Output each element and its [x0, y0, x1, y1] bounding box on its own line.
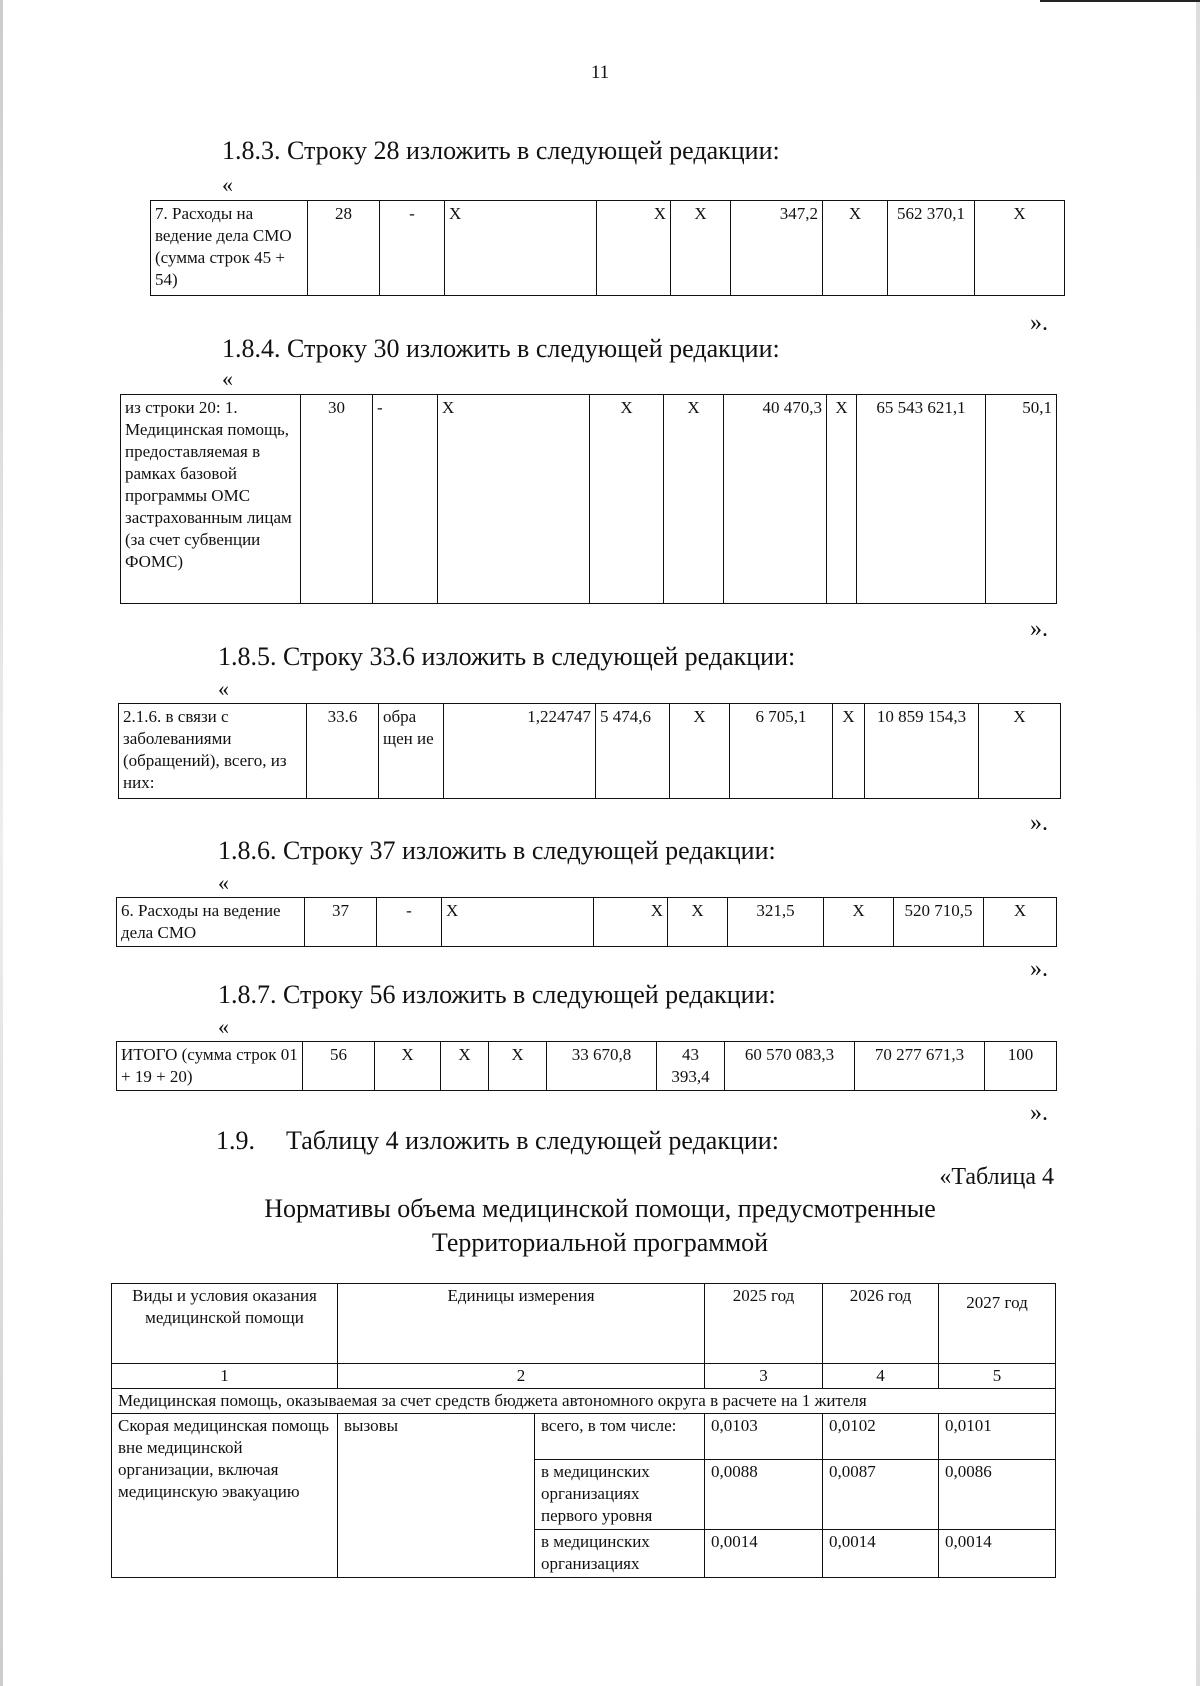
col-number: 3: [705, 1364, 823, 1389]
row-cell: Х: [824, 898, 894, 947]
row-cell: 100: [985, 1042, 1057, 1091]
row-cell: 10 859 154,3: [865, 704, 979, 799]
row-cell: Х: [671, 201, 731, 296]
value-2025: 0,0014: [705, 1530, 823, 1578]
row-cell: Х: [668, 898, 728, 947]
row-label: 2.1.6. в связи с заболеваниями (обращений), всего, из них:: [119, 704, 307, 799]
close-quote: ».: [1030, 810, 1048, 836]
section-heading: 1.8.5. Строку 33.6 изложить в следующей редакции:: [218, 642, 796, 671]
row-cell: Х: [664, 395, 724, 604]
page-number: 11: [590, 62, 610, 83]
value-2025: 0,0088: [705, 1460, 823, 1530]
open-quote: «: [218, 1014, 229, 1039]
table-4: [111, 1283, 1056, 1578]
care-kind-cell: Скорая медицинская помощь вне медицинской организации, включая медицинскую эвакуацию: [112, 1414, 338, 1578]
open-quote: «: [218, 870, 229, 895]
row-cell: обра щен ие: [379, 704, 444, 799]
row-cell: Х: [442, 898, 594, 947]
section-number: 1.9.: [216, 1126, 255, 1155]
row-cell: -: [377, 898, 442, 947]
group-row: Медицинская помощь, оказываемая за счет средств бюджета автономного округа в расчете на 1 жителя: [112, 1389, 1056, 1414]
row-cell: Х: [594, 898, 668, 947]
row-label: 7. Расходы на ведение дела СМО (сумма строк 45 + 54): [151, 201, 308, 296]
header-cell: 2026 год: [823, 1284, 939, 1364]
col-number: 4: [823, 1364, 939, 1389]
table-label: «Таблица 4: [939, 1164, 1054, 1190]
row-cell: 60 570 083,3: [725, 1042, 855, 1091]
row-cell: Х: [375, 1042, 441, 1091]
section-heading: 1.8.6. Строку 37 изложить в следующей редакции:: [218, 836, 776, 865]
header-cell: 2027 год: [939, 1284, 1056, 1364]
value-2027: 0,0101: [939, 1414, 1056, 1460]
row-cell: Х: [441, 1042, 489, 1091]
row-cell: -: [380, 201, 445, 296]
row-cell: 1,224747: [444, 704, 596, 799]
row-cell: 562 370,1: [888, 201, 975, 296]
value-2027: 0,0014: [939, 1530, 1056, 1578]
row-cell: -: [373, 395, 438, 604]
row-cell: 520 710,5: [894, 898, 984, 947]
section-heading: 1.8.4. Строку 30 изложить в следующей редакции:: [222, 334, 780, 363]
row-cell: Х: [438, 395, 590, 604]
row-number: 30: [301, 395, 373, 604]
row-cell: 65 543 621,1: [857, 395, 986, 604]
row-label: из строки 20: 1. Медицинская помощь, предоставляемая в рамках базовой программы ОМС застрахованным лицам (за счет субвенции ФОМС): [121, 395, 301, 604]
sub-label: в медицинских организациях первого уровня: [535, 1460, 705, 1530]
amend-row-37: [116, 897, 1057, 947]
amend-row-33-6: [118, 703, 1061, 799]
open-quote: «: [222, 172, 233, 197]
scan-edge-right: [1196, 0, 1200, 1686]
col-number: 2: [338, 1364, 705, 1389]
header-cell: Виды и условия оказания медицинской помощи: [112, 1284, 338, 1364]
row-cell: Х: [670, 704, 730, 799]
close-quote: ».: [1030, 956, 1048, 982]
amend-row-28: [150, 200, 1065, 296]
row-cell: 40 470,3: [724, 395, 827, 604]
section-heading: 1.8.3. Строку 28 изложить в следующей редакции:: [222, 136, 780, 165]
header-cell: 2025 год: [705, 1284, 823, 1364]
row-number: 37: [305, 898, 377, 947]
row-cell: Х: [975, 201, 1065, 296]
value-2026: 0,0102: [823, 1414, 939, 1460]
value-2026: 0,0014: [823, 1530, 939, 1578]
value-2026: 0,0087: [823, 1460, 939, 1530]
row-cell: Х: [979, 704, 1061, 799]
row-cell: Х: [833, 704, 865, 799]
table-title-line2: Территориальной программой: [431, 1228, 769, 1257]
row-cell: Х: [827, 395, 857, 604]
col-number: 1: [112, 1364, 338, 1389]
row-cell: 347,2: [731, 201, 823, 296]
col-number: 5: [939, 1364, 1056, 1389]
close-quote: ».: [1030, 1100, 1048, 1126]
row-number: 28: [308, 201, 380, 296]
row-cell: 43 393,4: [657, 1042, 725, 1091]
unit-cell: вызовы: [338, 1414, 535, 1578]
open-quote: «: [222, 366, 233, 391]
row-cell: 6 705,1: [730, 704, 833, 799]
row-cell: Х: [984, 898, 1057, 947]
row-number: 56: [303, 1042, 375, 1091]
row-cell: 5 474,6: [596, 704, 670, 799]
close-quote: ».: [1030, 616, 1048, 642]
row-number: 33.6: [307, 704, 379, 799]
close-quote: ».: [1030, 310, 1048, 336]
header-cell: Единицы измерения: [338, 1284, 705, 1364]
row-cell: Х: [445, 201, 597, 296]
scan-top-mark: [1040, 0, 1200, 2]
sub-label: в медицинских организациях: [535, 1530, 705, 1578]
row-cell: Х: [823, 201, 888, 296]
scan-edge-left: [0, 0, 3, 1686]
row-cell: Х: [597, 201, 671, 296]
amend-row-56: [116, 1041, 1057, 1091]
value-2027: 0,0086: [939, 1460, 1056, 1530]
row-cell: 50,1: [986, 395, 1057, 604]
table-title-line1: Нормативы объема медицинской помощи, предусмотренные: [264, 1194, 936, 1223]
row-cell: Х: [489, 1042, 547, 1091]
row-label: ИТОГО (сумма строк 01 + 19 + 20): [117, 1042, 303, 1091]
value-2025: 0,0103: [705, 1414, 823, 1460]
row-cell: 70 277 671,3: [855, 1042, 985, 1091]
row-cell: 321,5: [728, 898, 824, 947]
amend-row-30: [120, 394, 1057, 604]
row-label: 6. Расходы на ведение дела СМО: [117, 898, 305, 947]
row-cell: 33 670,8: [547, 1042, 657, 1091]
section-heading: 1.8.7. Строку 56 изложить в следующей редакции:: [218, 980, 776, 1009]
open-quote: «: [218, 676, 229, 701]
sub-label: всего, в том числе:: [535, 1414, 705, 1460]
row-cell: Х: [590, 395, 664, 604]
section-heading: Таблицу 4 изложить в следующей редакции:: [286, 1126, 779, 1155]
